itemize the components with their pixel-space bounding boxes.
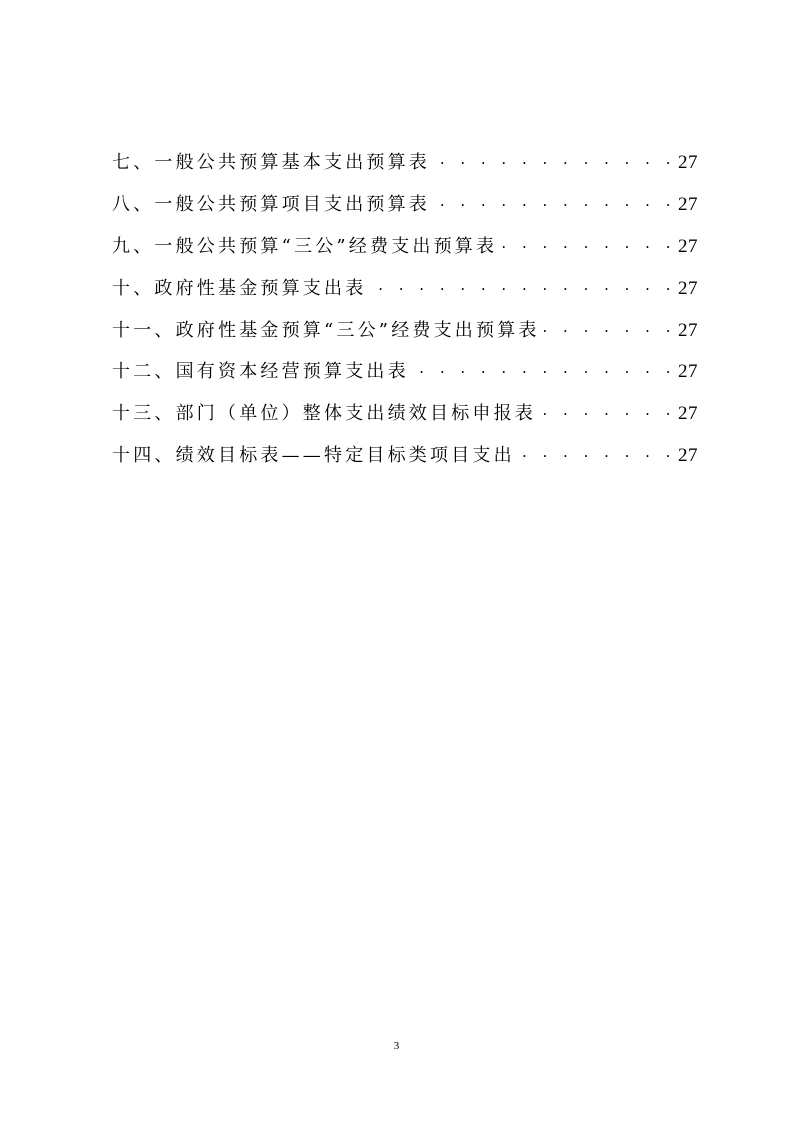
toc-entry-title: 七、一般公共预算基本支出预算表 xyxy=(112,152,430,173)
toc-entry-page: 27 xyxy=(678,403,698,425)
toc-leader-dots xyxy=(430,143,678,185)
toc-leader-dots xyxy=(409,352,678,394)
toc-entry-page: 27 xyxy=(678,319,698,341)
toc-entry[interactable] xyxy=(112,435,698,477)
toc-entry[interactable] xyxy=(112,226,698,268)
toc-leader-dots xyxy=(430,185,678,227)
toc-entry-page: 27 xyxy=(678,152,698,173)
toc-entry-title: 九、一般公共预算“三公”经费支出预算表 xyxy=(112,235,498,257)
toc-entry-page: 27 xyxy=(678,193,698,215)
toc-entry-title: 十四、绩效目标表——特定目标类项目支出 xyxy=(112,445,515,467)
toc-leader-dots xyxy=(515,436,678,478)
toc-entry-page: 27 xyxy=(678,445,698,467)
toc-entry-title: 十一、政府性基金预算“三公”经费支出预算表 xyxy=(112,319,540,341)
toc-leader-dots xyxy=(536,394,678,436)
toc-leader-dots xyxy=(366,269,678,311)
toc-entry[interactable] xyxy=(112,142,698,184)
toc-entry-title: 十二、国有资本经营预算支出表 xyxy=(112,361,409,383)
page-number: 3 xyxy=(393,1040,400,1052)
toc-entry[interactable] xyxy=(112,351,698,393)
table-of-contents xyxy=(112,142,698,477)
toc-entry[interactable] xyxy=(112,310,698,352)
toc-entry-title: 十、政府性基金预算支出表 xyxy=(112,277,367,299)
toc-leader-dots xyxy=(540,311,678,353)
toc-entry-page: 27 xyxy=(678,235,698,257)
toc-entry-title: 十三、部门（单位）整体支出绩效目标申报表 xyxy=(112,403,536,425)
toc-entry-page: 27 xyxy=(678,277,698,299)
toc-entry[interactable] xyxy=(112,184,698,226)
toc-entry-page: 27 xyxy=(678,361,698,383)
toc-entry[interactable] xyxy=(112,268,698,310)
toc-entry[interactable] xyxy=(112,393,698,435)
toc-leader-dots xyxy=(497,227,678,269)
toc-entry-title: 八、一般公共预算项目支出预算表 xyxy=(112,193,430,215)
